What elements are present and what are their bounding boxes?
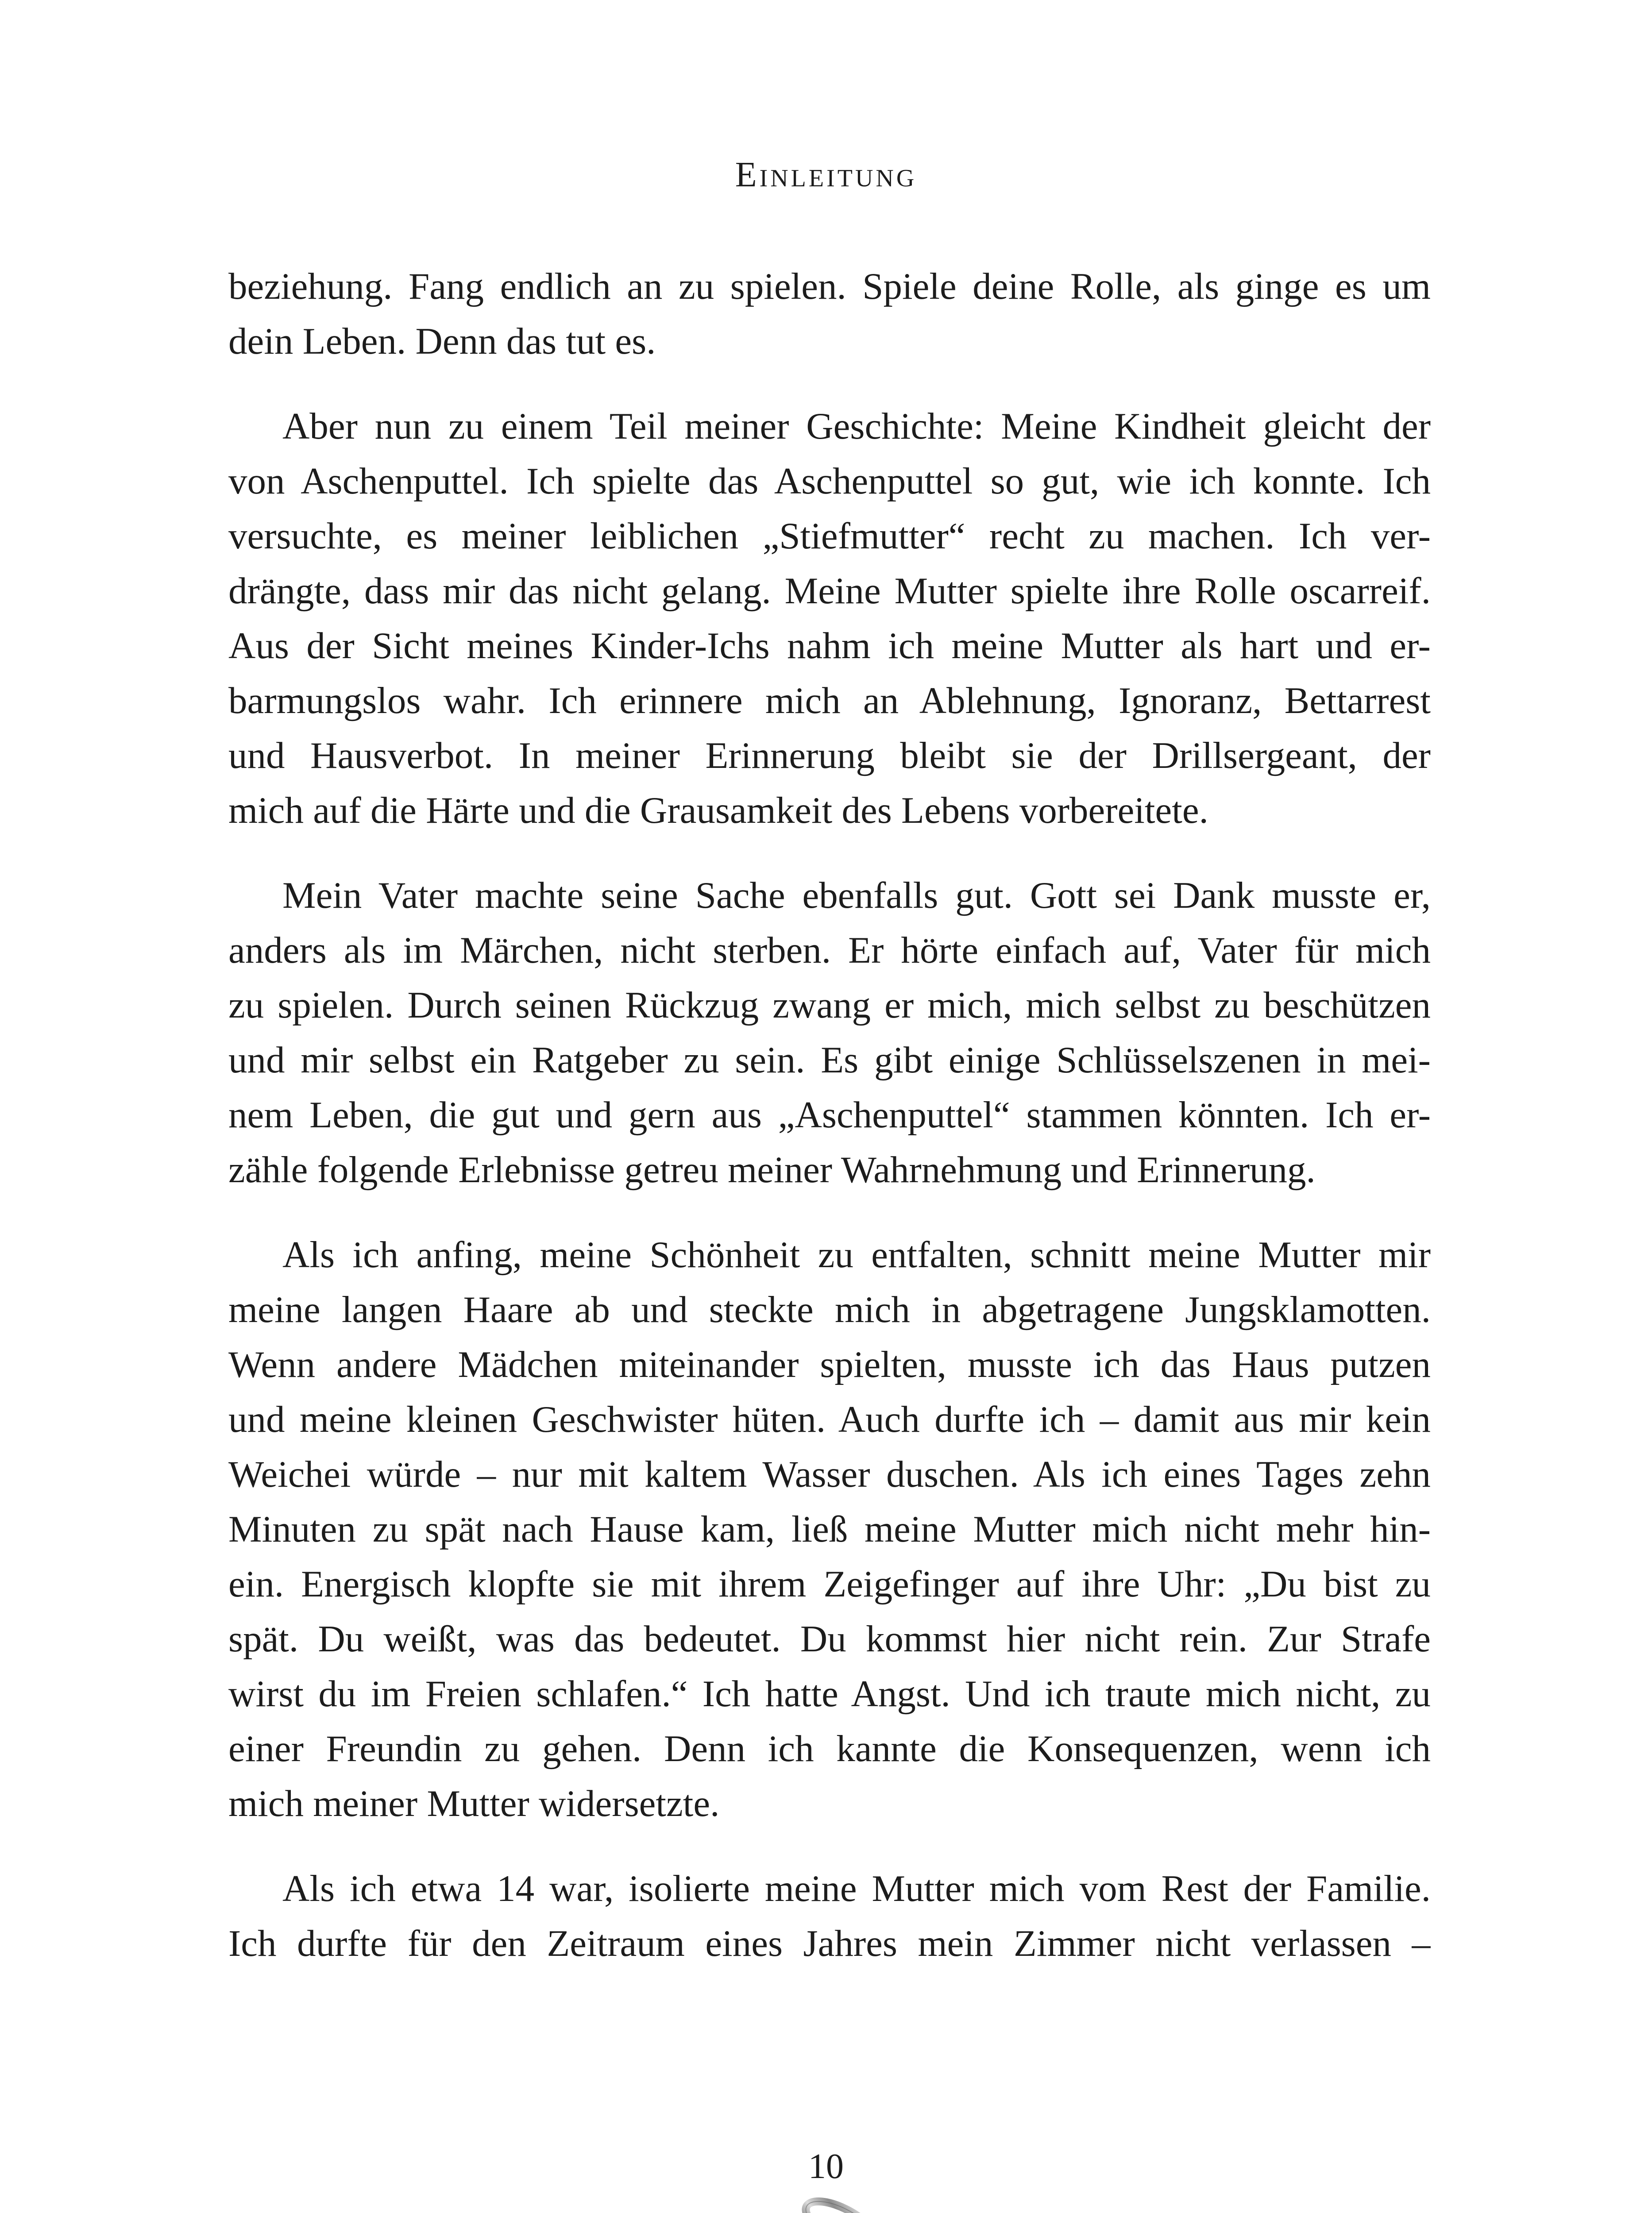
text-line: Wenn andere Mädchen miteinander spielten, musste ich das Haus putzen bbox=[228, 1344, 1431, 1385]
text-line: wirst du im Freien schlafen.“ Ich hatte Angst. Und ich traute mich nicht, zu bbox=[228, 1673, 1431, 1715]
text-line: und mir selbst ein Ratgeber zu sein. Es gibt einige Schlüsselszenen in mei- bbox=[228, 1039, 1431, 1081]
text-line: meine langen Haare ab und steckte mich in abgetragene Jungsklamotten. bbox=[228, 1289, 1431, 1330]
paragraph bbox=[228, 1227, 1431, 1831]
text-line: Als ich anfing, meine Schönheit zu entfalten, schnitt meine Mutter mir bbox=[282, 1234, 1431, 1276]
paragraph bbox=[228, 868, 1431, 1197]
paragraph bbox=[228, 1861, 1431, 1971]
text-line: Minuten zu spät nach Hause kam, ließ meine Mutter mich nicht mehr hin- bbox=[228, 1508, 1431, 1550]
text-line: Aber nun zu einem Teil meiner Geschichte: Meine Kindheit gleicht der bbox=[282, 405, 1431, 447]
paragraph bbox=[228, 399, 1431, 838]
text-line: und meine kleinen Geschwister hüten. Auch durfte ich – damit aus mir kein bbox=[228, 1399, 1431, 1440]
text-line: Mein Vater machte seine Sache ebenfalls gut. Gott sei Dank musste er, bbox=[282, 875, 1431, 916]
text-line: zähle folgende Erlebnisse getreu meiner Wahrnehmung und Erinnerung. bbox=[228, 1149, 1316, 1191]
text-line: zu spielen. Durch seinen Rückzug zwang er mich, mich selbst zu beschützen bbox=[228, 984, 1431, 1026]
text-line: beziehung. Fang endlich an zu spielen. Spiele deine Rolle, als ginge es um bbox=[228, 266, 1431, 307]
text-line: Weichei würde – nur mit kaltem Wasser duschen. Als ich eines Tages zehn bbox=[228, 1453, 1431, 1495]
text-line: anders als im Märchen, nicht sterben. Er hörte einfach auf, Vater für mich bbox=[228, 929, 1431, 971]
text-line: Als ich etwa 14 war, isolierte meine Mutter mich vom Rest der Familie. bbox=[282, 1868, 1431, 1909]
text-line: versuchte, es meiner leiblichen „Stiefmutter“ recht zu machen. Ich ver- bbox=[228, 515, 1431, 557]
text-line: nem Leben, die gut und gern aus „Aschenputtel“ stammen könnten. Ich er- bbox=[228, 1094, 1431, 1136]
text-line: mich auf die Härte und die Grausamkeit des Lebens vorbereitete. bbox=[228, 790, 1208, 831]
text-line: ein. Energisch klopfte sie mit ihrem Zeigefinger auf ihre Uhr: „Du bist zu bbox=[228, 1563, 1431, 1605]
text-line: dein Leben. Denn das tut es. bbox=[228, 320, 656, 362]
text-line: mich meiner Mutter widersetzte. bbox=[228, 1783, 720, 1824]
text-line: einer Freundin zu gehen. Denn ich kannte die Konsequenzen, wenn ich bbox=[228, 1728, 1431, 1770]
text-line: drängte, dass mir das nicht gelang. Meine Mutter spielte ihre Rolle oscarreif. bbox=[228, 570, 1431, 612]
body-text bbox=[228, 259, 1431, 1971]
text-line: und Hausverbot. In meiner Erinnerung bleibt sie der Drillsergeant, der bbox=[228, 735, 1431, 776]
running-head: Einleitung bbox=[735, 155, 917, 194]
paragraph bbox=[228, 259, 1431, 369]
text-line: Ich durfte für den Zeitraum eines Jahres mein Zimmer nicht verlassen – bbox=[228, 1923, 1431, 1964]
text-line: barmungslos wahr. Ich erinnere mich an Ablehnung, Ignoranz, Bettarrest bbox=[228, 680, 1431, 721]
text-line: von Aschenputtel. Ich spielte das Aschenputtel so gut, wie ich konnte. Ich bbox=[228, 460, 1431, 502]
text-line: spät. Du weißt, was das bedeutet. Du kommst hier nicht rein. Zur Strafe bbox=[228, 1618, 1431, 1660]
page-number: 10 bbox=[808, 2147, 844, 2186]
wedding-rings-icon bbox=[744, 2195, 894, 2213]
text-line: Aus der Sicht meines Kinder-Ichs nahm ich meine Mutter als hart und er- bbox=[228, 625, 1431, 667]
